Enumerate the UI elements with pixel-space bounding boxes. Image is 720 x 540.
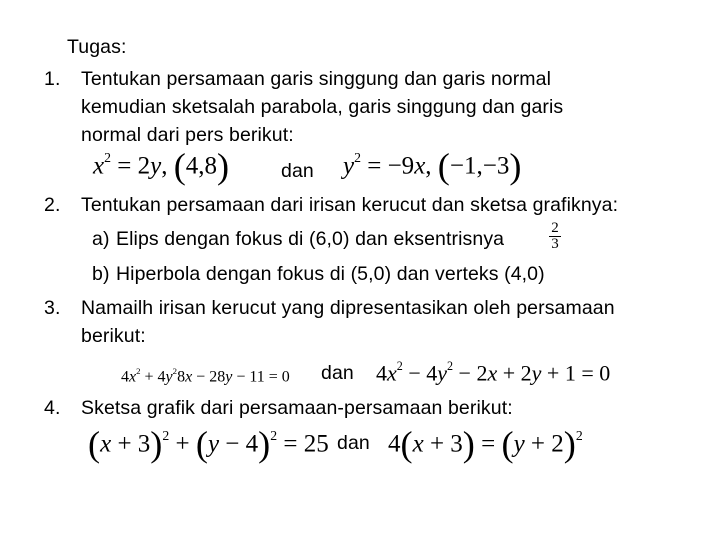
item-3-line-2: berikut: [81, 325, 146, 347]
item-4-connector: dan [337, 432, 370, 454]
item-4-equation-1: $(x + 3)^2 + (y - 4)^2 = 25$ [88, 424, 329, 465]
fraction-numerator: 2 [551, 220, 559, 236]
item-2a-label: a) [92, 228, 110, 250]
item-4-line-1: Sketsa grafik dari persamaan-persamaan berikut: [81, 397, 513, 419]
item-1-line-3: normal dari pers berikut: [81, 124, 294, 146]
item-4-number: 4. [44, 397, 61, 419]
item-1-number: 1. [44, 68, 61, 90]
item-1-line-2: kemudian sketsalah parabola, garis singgung dan garis [81, 96, 564, 118]
item-2-number: 2. [44, 194, 61, 216]
item-1-connector: dan [281, 160, 314, 182]
item-3-number: 3. [44, 297, 61, 319]
item-2a-text: Elips dengan fokus di (6,0) dan eksentrisnya [116, 228, 505, 250]
item-4-equation-2: $4(x + 3) = (y + 2)^2$ [388, 424, 583, 465]
eccentricity-fraction [549, 222, 561, 251]
item-3-line-1: Namailh irisan kerucut yang dipresentasikan oleh persamaan [81, 297, 615, 319]
item-2b-label: b) [92, 263, 110, 285]
item-1-equation-2: $y^2 = -9x$, (−1,−3) [343, 146, 522, 187]
item-2b-text: Hiperbola dengan fokus di (5,0) dan verteks (4,0) [116, 263, 545, 285]
item-3-connector: dan [321, 362, 354, 384]
item-1-equation-1: $x^2 = 2y$, (4,8) [93, 146, 230, 187]
item-2-line-1: Tentukan persamaan dari irisan kerucut dan sketsa grafiknya: [81, 194, 619, 216]
fraction-denominator: 3 [551, 236, 559, 252]
slide-title: Tugas: [67, 36, 127, 58]
item-1-line-1: Tentukan persamaan garis singgung dan garis normal [81, 68, 552, 90]
item-3-equation-2: $4x^2 - 4y^2 - 2x + 2y + 1 = 0$ [376, 359, 611, 386]
item-3-equation-1: $4x^2 + 4y^28x - 28y - 11 = 0$ [121, 366, 290, 386]
